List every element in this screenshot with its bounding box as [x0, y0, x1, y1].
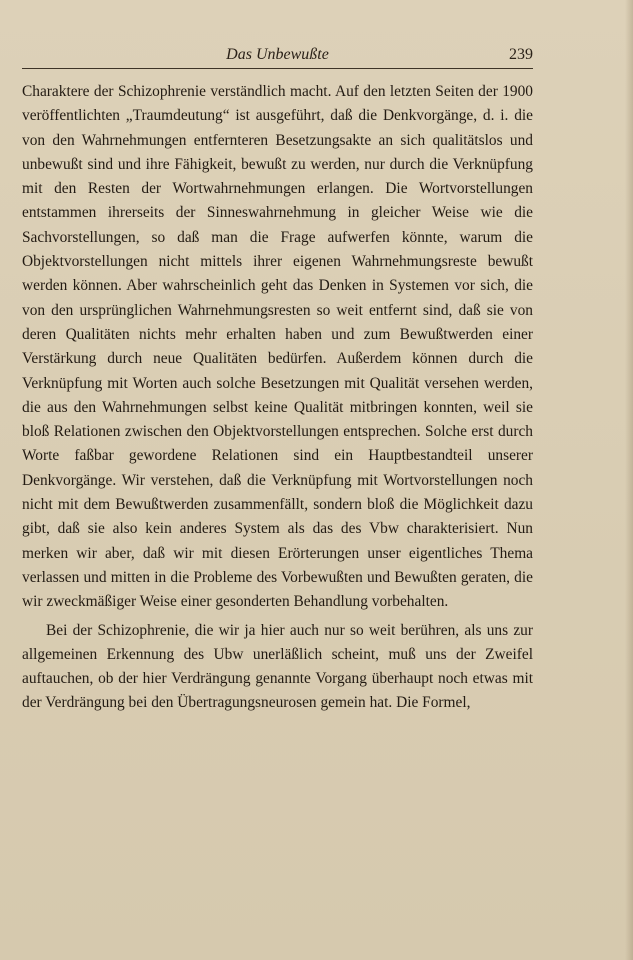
running-title: Das Unbewußte [226, 46, 329, 63]
body-text [22, 80, 533, 716]
paragraph-2: Bei der Schizophrenie, die wir ja hier auch nur so weit berühren, als uns zur allgemeinen Erkennung des Ubw unerläßlich scheint, muß uns der Zweifel auftauchen, ob der hier Verdrängung genannte Vorgang überhaupt noch etwas mit der Verdrängung bei den Übertragungsneurosen gemein hat. Die Formel, [22, 621, 533, 712]
paragraph-1: Charaktere der Schizophrenie verständlich macht. Auf den letzten Seiten der 1900 veröffentlichten „Traumdeutung“ ist ausgeführt, daß die Denkvorgänge, d. i. die von den Wahrnehmungen entfernteren Besetzungsakte an sich qualitätslos und unbewußt sind und ihre Fähigkeit, bewußt zu werden, nur durch die Verknüpfung mit den Resten der Wortwahrnehmungen erlangen. Die Wortvorstellungen entstammen ihrerseits der Sinneswahrnehmung in gleicher Weise wie die Sachvorstellungen, so daß man die Frage aufwerfen könnte, warum die Objektvorstellungen nicht mittels ihrer eigenen Wahrnehmungsreste bewußt werden können. Aber wahrscheinlich geht das Denken in Systemen vor sich, die von den ursprünglichen Wahrnehmungsresten so weit entfernt sind, daß sie von deren Qualitäten nichts mehr erhalten haben und zum Bewußtwerden einer Verstärkung durch neue Qualitäten bedürfen. Außerdem können durch die Verknüpfung mit Worten auch solche Besetzungen mit Qualität versehen werden, die aus den Wahrnehmungen selbst keine Qualität mitbringen konnten, weil sie bloß Relationen zwischen den Objektvorstellungen entsprechen. Solche erst durch Worte faßbar gewordene Relationen sind ein Hauptbestandteil unserer Denkvorgänge. Wir verstehen, daß die Verknüpfung mit Wortvorstellungen noch nicht mit dem Bewußtwerden zusammenfällt, sondern bloß die Möglichkeit dazu gibt, daß sie also kein anderes System als das des Vbw charakterisiert. Nun merken wir aber, daß wir mit diesen Erörterungen unser eigentliches Thema verlassen und mitten in die Probleme des Vorbewußten und Bewußten geraten, die wir zweckmäßiger Weise einer gesonderten Behandlung vorbehalten. [22, 83, 533, 611]
running-header [22, 44, 533, 69]
page-edge-shadow [625, 0, 633, 960]
page-number: 239 [509, 46, 533, 63]
